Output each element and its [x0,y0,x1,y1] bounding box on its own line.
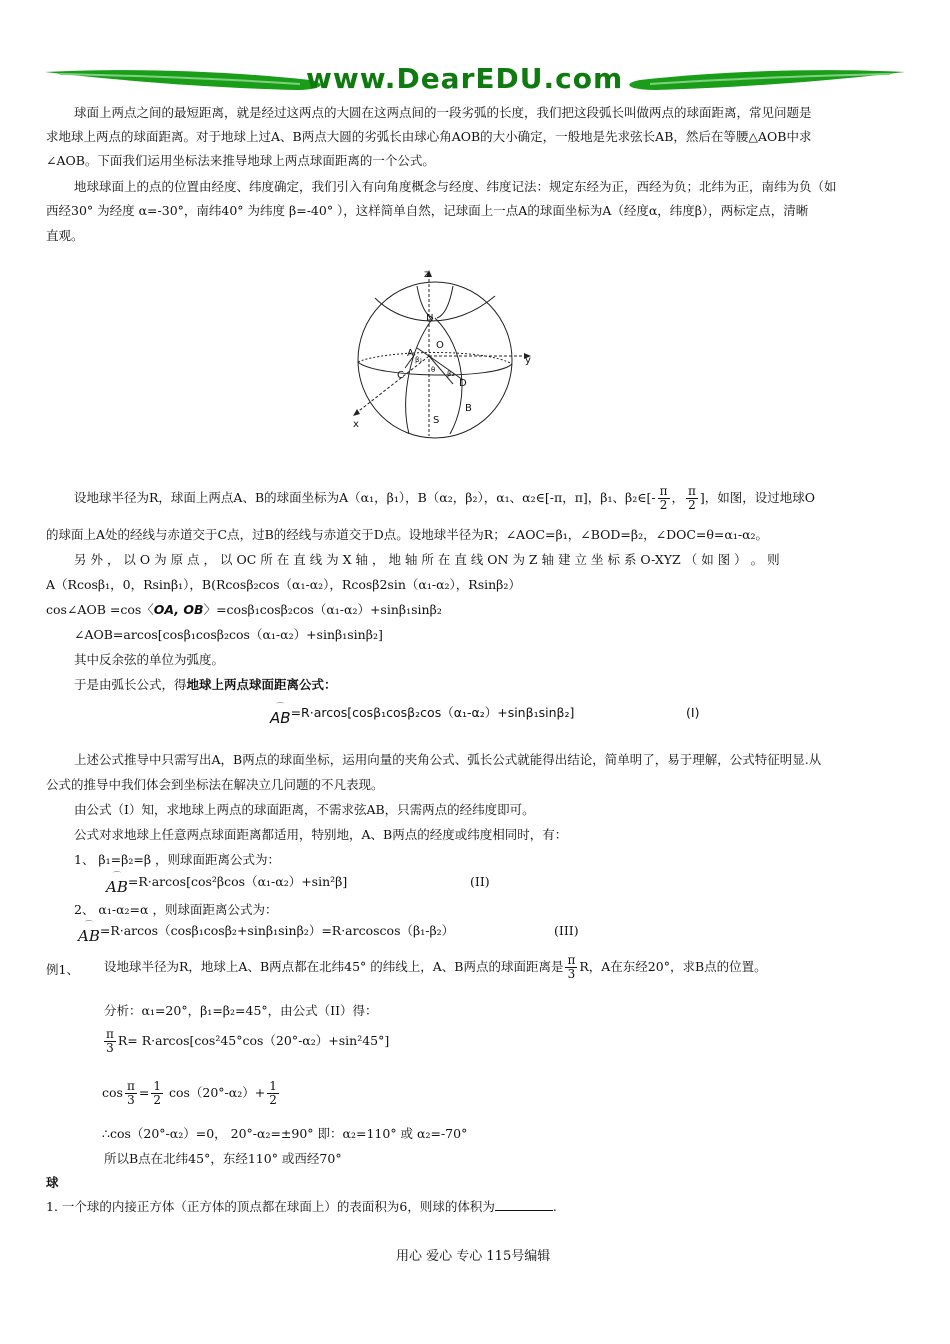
fraction-pi-over-2-a [658,485,670,512]
arc-ab-text: AB [106,877,128,896]
label-x: x [353,419,359,430]
analysis-line-2-text: R= R·arcos[cos²45°cos（20°-α₂）+sin²45°] [117,1033,390,1048]
arc-ab: ⌒ AB [78,919,100,945]
paragraph-3-line-2: 的球面上A处的经线与赤道交于C点，过B的经线与赤道交于D点。设地球半径为R；∠AOC=β₁，∠BOD=β₂，∠DOC=θ=α₁-α₂。 [46,527,769,542]
cos-aob-rhs: 〉=cosβ₁cosβ₂cos（α₁-α₂）+sinβ₁sinβ₂ [203,602,442,617]
fraction-num: π [567,953,576,967]
arc-ab-text: AB [270,708,291,727]
paragraph-2-line-1: 地球球面上的点的位置由经度、纬度确定，我们引入有向角度概念与经度、纬度记法：规定东经为正，西经为负；北纬为正，南纬为负（如 [74,179,837,194]
paragraph-7: 由公式（I）知，求地球上两点的球面距离，不需求弦AB，只需两点的经纬度即可。 [74,802,535,817]
analysis-line-4: ∴cos（20°-α₂）=0， 20°-α₂=±90° 即：α₂=110° 或 α₂=-70° [102,1126,468,1141]
fraction-den: 2 [659,498,668,512]
case-1: 1、 β₁=β₂=β ，则球面距离公式为： [74,852,281,867]
formula-1 [270,698,574,728]
paragraph-3-line-1 [74,484,815,512]
example-1-text-a: 设地球半径为R，地球上A、B两点都在北纬45° 的纬线上，A、B两点的球面距离是 [104,959,564,974]
fraction-num: π [106,1027,114,1041]
arc-ab: ⌒ AB [106,870,128,896]
paragraph-1-line-1: 球面上两点之间的最短距离，就是经过这两点的大圆在这两点间的一段劣弧的长度，我们把这段弧长叫做两点的球面距离，常见问题是 [74,105,812,120]
paragraph-1-line-3: ∠AOB。下面我们运用坐标法来推导地球上两点球面距离的一个公式。 [46,153,435,168]
formula-1-text: =R·arcos[cosβ₁cosβ₂cos（α₁-α₂）+sinβ₁sinβ₂] [290,705,575,720]
analysis-line-1: 分析：α₁=20°，β₁=β₂=45°，由公式（II）得： [104,1003,378,1018]
label-O: O [436,340,444,351]
formula-3-text: =R·arcos（cosβ₁cosβ₂+sinβ₁sinβ₂）=R·arcoscos（β₁-β₂） [99,923,455,938]
fraction-den: 3 [106,1041,114,1055]
analysis-line-5: 所以B点在北纬45°，东经110° 或西经70° [104,1151,342,1166]
fraction-num: π [659,484,668,498]
p5-formula-title: 地球上两点球面距离公式： [186,677,337,692]
fraction-den: 3 [567,967,576,981]
formula-2-text: =R·arcos[cos²βcos（α₁-α₂）+sin²β] [127,874,348,889]
page-footer: 用心 爱心 专心 115号编辑 [396,1249,551,1264]
formula-1-tag: (I) [686,705,700,720]
paragraph-2-line-3: 直观。 [46,228,84,243]
fraction-pi-over-3 [125,1080,137,1107]
sphere-diagram [345,268,545,443]
example-1-label: 例1、 [46,962,79,977]
label-N: N [426,313,434,324]
question-1 [46,1198,557,1215]
label-B: B [465,403,472,414]
fraction-den: 3 [127,1093,135,1107]
cos-aob-text: cos∠AOB =cos〈 [46,602,154,617]
sphere-figure [345,268,545,443]
paragraph-4-line-5: 其中反余弦的单位为弧度。 [74,652,225,667]
formula-2-tag: (II) [470,874,490,889]
label-theta: θ [431,366,436,374]
p5-text: 于是由弧长公式，得 [74,677,187,692]
label-z: z [424,269,430,280]
label-A: A [407,348,414,359]
formula-3 [78,918,454,944]
arc-ab-text: AB [78,926,100,945]
question-1-text: 1. 一个球的内接正方体（正方体的顶点都在球面上）的表面积为6，则球的体积为 [46,1199,495,1214]
p3-text-b: ， [671,490,685,505]
label-D: D [459,378,467,389]
formula-2 [106,869,347,895]
paragraph-6-line-1: 上述公式推导中只需写出A，B两点的球面坐标，运用向量的夹角公式、弧长公式就能得出结论，简单明了，易于理解，公式特征明显.从 [74,752,822,767]
paragraph-4-line-3 [46,601,442,618]
fraction-den: 2 [153,1093,161,1107]
fraction-pi-over-3 [565,954,577,981]
paragraph-4-line-2: A（Rcosβ₁，0，Rsinβ₁），B(Rcosβ₂cos（α₁-α₂），Rcosβ2sin（α₁-α₂），Rsinβ₂） [46,577,521,592]
fraction-den: 2 [269,1093,277,1107]
case-2: 2、 α₁-α₂=α ，则球面距离公式为： [74,902,278,917]
paragraph-1-line-2: 求地球上两点的球面距离。对于地球上过A、B两点大圆的劣弧长由球心角AOB的大小确定，一般地是先求弦长AB，然后在等腰△AOB中求 [46,129,812,144]
fraction-den: 2 [688,498,696,512]
paragraph-8: 公式对求地球上任意两点球面距离都适用，特别地，A、B两点的经度或纬度相同时，有： [74,827,568,842]
question-1-end: . [552,1199,557,1214]
p3-text-c: ]，如图，设过地球O [699,490,816,505]
answer-blank[interactable] [495,1199,553,1211]
example-1-text-b: R，A在东经20°，求B点的位置。 [579,959,767,974]
analysis-line-2 [102,1026,389,1056]
header-logo [40,60,910,100]
p3-text-a: 设地球半径为R，球面上两点A、B的球面坐标为A（α₁，β₁），B（α₂，β₂），α₁、α₂∈[-π，π]，β₁、β₂∈[- [74,490,656,505]
logo-text: www.DearEDU.com [306,62,624,95]
label-S: S [433,415,440,426]
fraction-pi-over-3 [104,1028,116,1055]
section-title: 球 [46,1175,59,1190]
paragraph-5 [74,676,337,693]
label-y: y [525,355,531,366]
paragraph-4-line-4: ∠AOB=arcos[cosβ₁cosβ₂cos（α₁-α₂）+sinβ₁sinβ₂] [74,627,383,642]
fraction-one-half-b [267,1080,279,1107]
fraction-num: 1 [269,1079,277,1093]
analysis-cos: cos [102,1085,123,1100]
analysis-line-3 [102,1078,281,1108]
fraction-num: π [126,1079,135,1093]
vector-oa-ob: OA, OB [153,602,204,617]
label-beta1: β₁ [415,356,423,364]
fraction-num: 1 [153,1079,161,1093]
arc-ab: ⌒ AB [270,701,291,727]
fraction-num: π [688,484,696,498]
formula-3-tag: (III) [554,923,579,938]
example-1-text [104,952,767,982]
fraction-one-half-a [151,1080,163,1107]
analysis-eq: = [138,1085,150,1100]
label-beta2: β₂ [447,370,455,378]
paragraph-2-line-2: 西经30° 为经度 α=-30°，南纬40° 为纬度 β=-40° ），这样简单自然，记球面上一点A的球面坐标为A（经度α，纬度β），两标定点，清晰 [46,203,809,218]
fraction-pi-over-2-b [686,485,698,512]
paragraph-4-line-1: 另 外 ， 以 O 为 原 点 ， 以 OC 所 在 直 线 为 X 轴 ， 地 轴 所 在 直 线 ON 为 Z 轴 建 立 坐 标 系 O-XYZ （ 如 图 ） 。 则 [74,552,780,567]
paragraph-6-line-2: 公式的推导中我们体会到坐标法在解决立几问题的不凡表现。 [46,777,384,792]
label-C: C [397,370,404,381]
analysis-cos-rhs: cos（20°-α₂）+ [168,1085,266,1100]
